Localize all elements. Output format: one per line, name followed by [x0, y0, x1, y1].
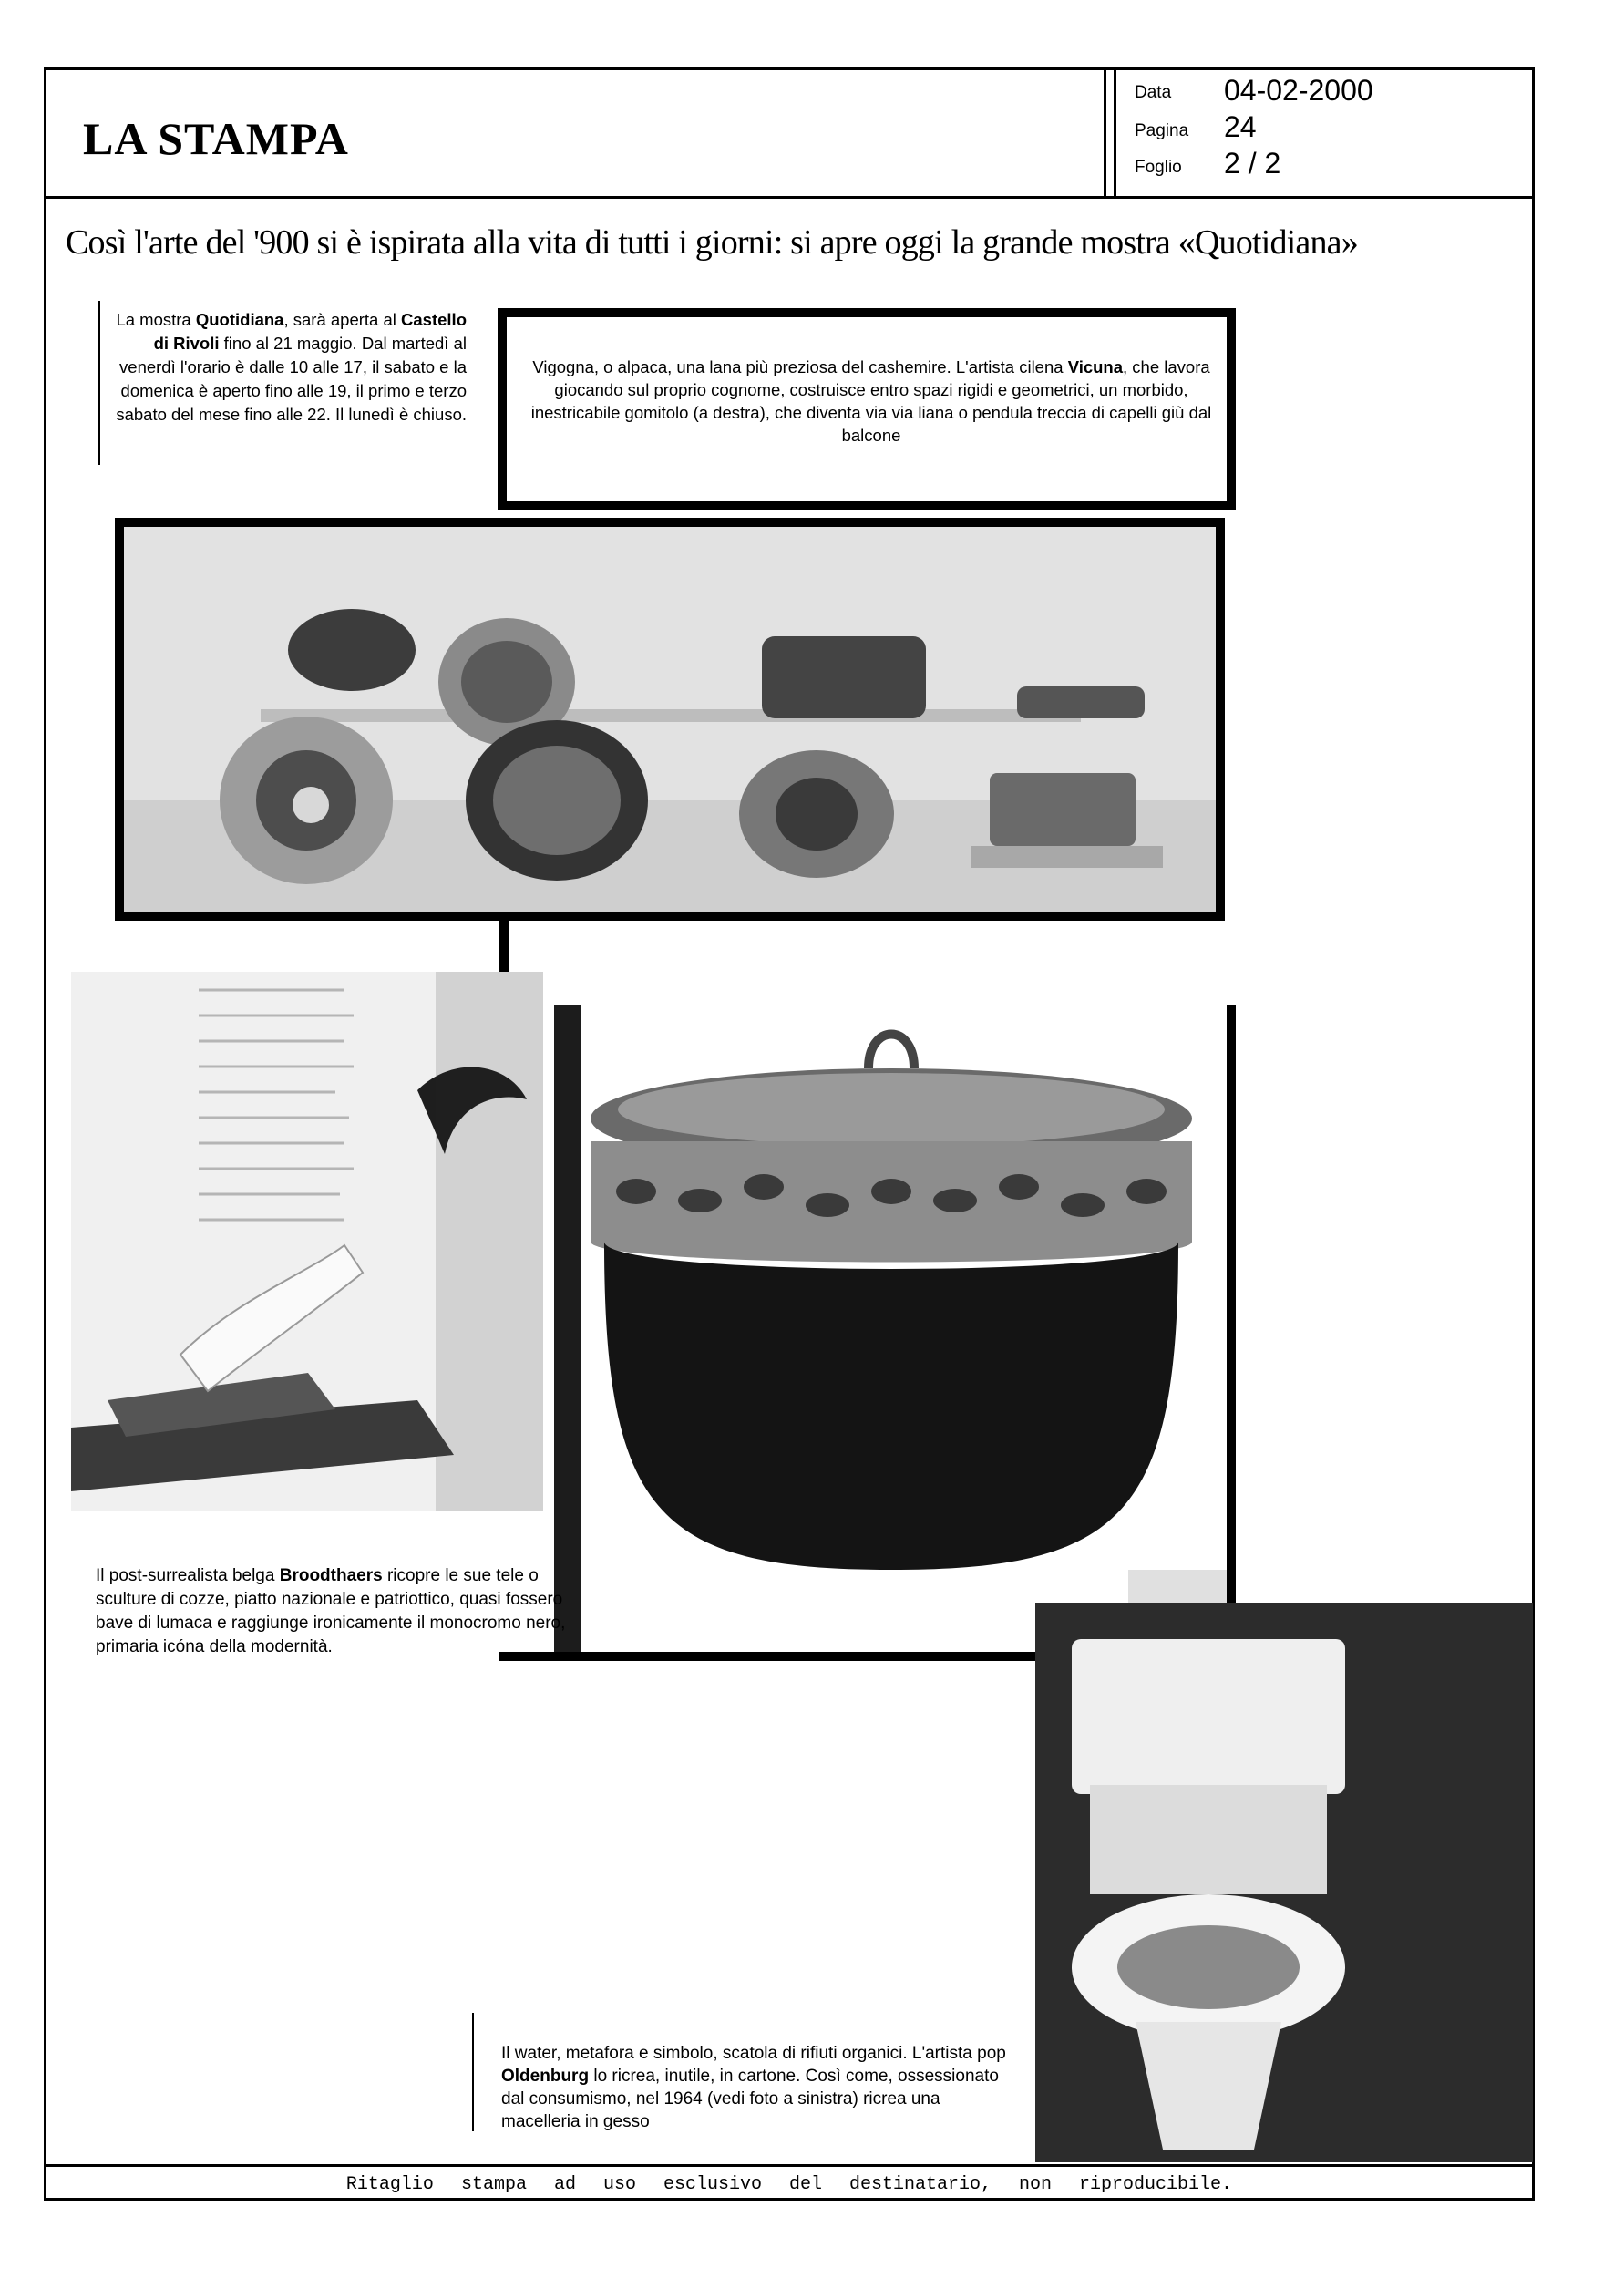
info-caption-rule: [98, 301, 100, 465]
caption-text: ricopre le sue tele o sculture di cozze, piatto nazionale e patriottico, quasi fossero bave di lumaca e raggiunge ironicamente il monocromo nero, primaria icóna della modernità.: [96, 1566, 566, 1656]
vicuna-caption: [525, 356, 1218, 447]
caption-text: Il post-surrealista belga: [96, 1566, 280, 1585]
caption-emphasis: Castello di Rivoli: [153, 310, 467, 353]
reproduction-notice: Ritaglio stampa ad uso esclusivo del destinatario, non riproducibile.: [345, 2174, 1233, 2195]
oldenburg-caption: [501, 2042, 1012, 2133]
sheet-value: 2 / 2: [1224, 147, 1281, 180]
caption-text: Vigogna, o alpaca, una lana più preziosa del cashemire. L'artista cilena: [532, 357, 1068, 376]
page-value: 24: [1224, 110, 1257, 143]
exhibition-info-caption: [102, 308, 467, 427]
oldenburg-caption-rule: [472, 2013, 474, 2131]
caption-emphasis: Vicuna: [1067, 357, 1124, 376]
caption-text: , sarà aperta al: [283, 310, 402, 329]
caption-emphasis: Oldenburg: [501, 2067, 590, 2086]
photo-mussel-pot: [554, 1005, 1227, 1652]
clipping-header: [44, 67, 1535, 199]
caption-emphasis: Broodthaers: [279, 1566, 383, 1585]
caption-text: fino al 21 maggio. Dal martedì al venerdì l'orario è dalle 10 alle 17, il sabato e la domenica è aperto fino alle 19, il primo e terzo sabato del mese fino alle 22. Il lunedì è chiuso.: [116, 334, 467, 424]
article-headline: Così l'arte del '900 si è ispirata alla vita di tutti i giorni: si apre oggi la grande mostra «Quotidiana»: [66, 223, 1358, 262]
caption-text: , che lavora giocando sul proprio cognome, costruisce entro spazi rigidi e geometrici, un morbido, inestricabile gomitolo (a destra), che diventa via via liana o pendula treccia di capelli giù dal balcone: [530, 357, 1212, 445]
footer-rule: [44, 2164, 1535, 2167]
date-label: Data: [1135, 83, 1172, 102]
caption-text: La mostra: [116, 310, 196, 329]
header-divider: [1104, 67, 1116, 199]
photo-yarn-rolls: [115, 518, 1225, 921]
caption-emphasis: Quotidiana: [195, 310, 284, 329]
newspaper-masthead: LA STAMPA: [83, 113, 349, 164]
caption-text: lo ricrea, inutile, in cartone. Così come, ossessionato dal consumismo, nel 1964 (vedi foto a sinistra) ricrea una macelleria in gesso: [501, 2067, 999, 2131]
date-value: 04-02-2000: [1224, 74, 1373, 107]
photo-sponge-plate: [71, 972, 543, 1511]
caption-text: Il water, metafora e simbolo, scatola di rifiuti organici. L'artista pop: [501, 2044, 1006, 2063]
photo-cardboard-toilet: [1035, 1603, 1533, 2162]
page-label: Pagina: [1135, 121, 1189, 140]
sheet-label: Foglio: [1135, 158, 1182, 177]
broodthaers-caption: [96, 1564, 588, 1659]
